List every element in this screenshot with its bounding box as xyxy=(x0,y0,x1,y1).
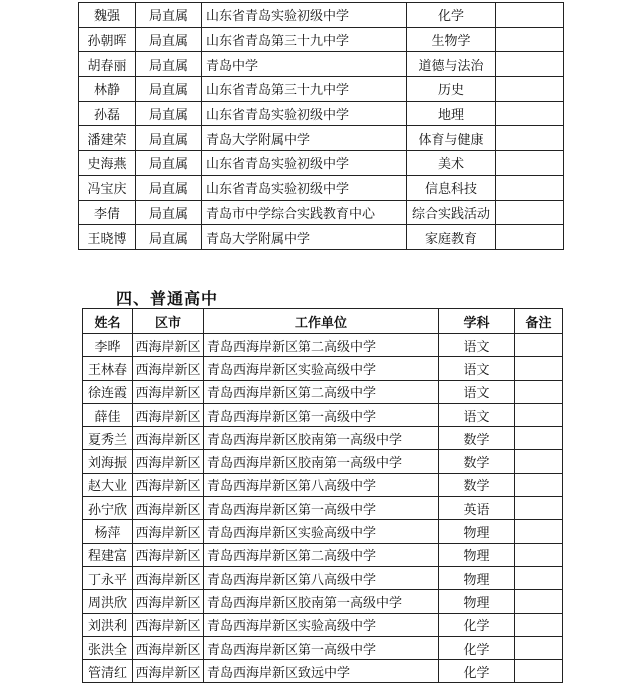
header-note: 备注 xyxy=(515,309,563,334)
table-row xyxy=(79,27,564,52)
cell-name: 王晓博 xyxy=(79,225,136,250)
cell-unit: 山东省青岛实验初级中学 xyxy=(202,3,407,28)
cell-note xyxy=(496,77,564,102)
table-row xyxy=(79,3,564,28)
cell-unit: 青岛西海岸新区实验高级中学 xyxy=(204,613,439,636)
cell-name: 孙磊 xyxy=(79,101,136,126)
cell-unit: 青岛大学附属中学 xyxy=(202,225,407,250)
cell-subject: 体育与健康 xyxy=(407,126,496,151)
cell-subject: 物理 xyxy=(439,566,515,589)
cell-unit: 青岛西海岸新区第八高级中学 xyxy=(204,473,439,496)
table-row xyxy=(83,543,563,566)
cell-district: 西海岸新区 xyxy=(133,543,204,566)
table-row xyxy=(79,77,564,102)
cell-subject: 英语 xyxy=(439,497,515,520)
cell-subject: 数学 xyxy=(439,427,515,450)
cell-name: 张洪全 xyxy=(83,636,133,659)
cell-district: 西海岸新区 xyxy=(133,520,204,543)
cell-unit: 青岛西海岸新区第八高级中学 xyxy=(204,566,439,589)
cell-name: 赵大业 xyxy=(83,473,133,496)
cell-unit: 青岛西海岸新区第一高级中学 xyxy=(204,636,439,659)
table-row xyxy=(83,473,563,496)
cell-name: 胡春丽 xyxy=(79,52,136,77)
cell-name: 李倩 xyxy=(79,200,136,225)
cell-name: 潘建荣 xyxy=(79,126,136,151)
cell-subject: 道德与法治 xyxy=(407,52,496,77)
cell-name: 程建富 xyxy=(83,543,133,566)
cell-name: 夏秀兰 xyxy=(83,427,133,450)
cell-district: 西海岸新区 xyxy=(133,427,204,450)
cell-subject: 生物学 xyxy=(407,27,496,52)
cell-district: 西海岸新区 xyxy=(133,590,204,613)
cell-district: 西海岸新区 xyxy=(133,357,204,380)
cell-district: 西海岸新区 xyxy=(133,334,204,357)
cell-unit: 青岛西海岸新区第一高级中学 xyxy=(204,403,439,426)
cell-subject: 历史 xyxy=(407,77,496,102)
cell-unit: 青岛中学 xyxy=(202,52,407,77)
cell-district: 局直属 xyxy=(136,126,202,151)
cell-subject: 物理 xyxy=(439,543,515,566)
cell-district: 西海岸新区 xyxy=(133,473,204,496)
cell-district: 局直属 xyxy=(136,52,202,77)
cell-note xyxy=(515,497,563,520)
cell-unit: 青岛市中学综合实践教育中心 xyxy=(202,200,407,225)
cell-unit: 青岛西海岸新区胶南第一高级中学 xyxy=(204,590,439,613)
table-row xyxy=(83,403,563,426)
cell-district: 局直属 xyxy=(136,151,202,176)
cell-name: 丁永平 xyxy=(83,566,133,589)
cell-district: 西海岸新区 xyxy=(133,660,204,683)
cell-subject: 语文 xyxy=(439,403,515,426)
staff-table-bureau xyxy=(78,2,564,250)
cell-unit: 青岛西海岸新区实验高级中学 xyxy=(204,520,439,543)
cell-district: 局直属 xyxy=(136,225,202,250)
staff-table-bureau-body xyxy=(79,3,564,250)
cell-name: 王林春 xyxy=(83,357,133,380)
cell-note xyxy=(496,126,564,151)
cell-note xyxy=(515,566,563,589)
cell-subject: 化学 xyxy=(439,660,515,683)
cell-name: 杨萍 xyxy=(83,520,133,543)
cell-note xyxy=(496,27,564,52)
cell-subject: 家庭教育 xyxy=(407,225,496,250)
cell-note xyxy=(496,175,564,200)
cell-note xyxy=(515,403,563,426)
table-row xyxy=(83,520,563,543)
cell-subject: 语文 xyxy=(439,334,515,357)
cell-name: 冯宝庆 xyxy=(79,175,136,200)
cell-unit: 山东省青岛实验初级中学 xyxy=(202,175,407,200)
cell-note xyxy=(515,520,563,543)
header-unit: 工作单位 xyxy=(204,309,439,334)
cell-district: 西海岸新区 xyxy=(133,450,204,473)
cell-note xyxy=(496,101,564,126)
cell-note xyxy=(496,200,564,225)
table-row xyxy=(83,427,563,450)
cell-name: 孙朝晖 xyxy=(79,27,136,52)
table-row xyxy=(83,497,563,520)
cell-unit: 青岛西海岸新区第二高级中学 xyxy=(204,380,439,403)
table-row xyxy=(83,613,563,636)
cell-unit: 山东省青岛第三十九中学 xyxy=(202,27,407,52)
cell-name: 管清红 xyxy=(83,660,133,683)
cell-note xyxy=(515,590,563,613)
header-name: 姓名 xyxy=(83,309,133,334)
cell-subject: 语文 xyxy=(439,357,515,380)
table-header xyxy=(83,309,563,334)
table-row xyxy=(79,151,564,176)
cell-unit: 青岛西海岸新区第二高级中学 xyxy=(204,334,439,357)
table-row xyxy=(79,52,564,77)
cell-subject: 化学 xyxy=(439,636,515,659)
staff-table-high-school xyxy=(82,308,563,683)
cell-unit: 青岛西海岸新区实验高级中学 xyxy=(204,357,439,380)
table-header-row xyxy=(83,309,563,334)
cell-district: 局直属 xyxy=(136,200,202,225)
cell-name: 孙宁欣 xyxy=(83,497,133,520)
cell-note xyxy=(515,334,563,357)
cell-name: 林静 xyxy=(79,77,136,102)
table-row xyxy=(83,566,563,589)
cell-unit: 山东省青岛实验初级中学 xyxy=(202,151,407,176)
cell-name: 刘海振 xyxy=(83,450,133,473)
table-row xyxy=(83,590,563,613)
cell-subject: 化学 xyxy=(407,3,496,28)
cell-note xyxy=(496,151,564,176)
table-row xyxy=(83,380,563,403)
table-row xyxy=(79,101,564,126)
cell-note xyxy=(515,380,563,403)
cell-unit: 青岛西海岸新区致远中学 xyxy=(204,660,439,683)
table-row xyxy=(79,225,564,250)
cell-subject: 综合实践活动 xyxy=(407,200,496,225)
cell-note xyxy=(515,357,563,380)
table-row xyxy=(83,636,563,659)
cell-unit: 青岛西海岸新区第一高级中学 xyxy=(204,497,439,520)
table-row xyxy=(79,126,564,151)
cell-subject: 美术 xyxy=(407,151,496,176)
cell-district: 西海岸新区 xyxy=(133,380,204,403)
cell-note xyxy=(515,473,563,496)
staff-table-high-school-body xyxy=(83,334,563,683)
cell-name: 周洪欣 xyxy=(83,590,133,613)
cell-district: 局直属 xyxy=(136,3,202,28)
cell-note xyxy=(515,613,563,636)
cell-district: 西海岸新区 xyxy=(133,636,204,659)
table-row xyxy=(79,175,564,200)
table-row xyxy=(83,334,563,357)
section-heading: 四、普通高中 xyxy=(116,289,219,308)
cell-note xyxy=(515,543,563,566)
cell-unit: 青岛大学附属中学 xyxy=(202,126,407,151)
cell-name: 魏强 xyxy=(79,3,136,28)
cell-note xyxy=(515,660,563,683)
cell-district: 西海岸新区 xyxy=(133,566,204,589)
table-row xyxy=(83,450,563,473)
cell-district: 局直属 xyxy=(136,27,202,52)
cell-name: 刘洪利 xyxy=(83,613,133,636)
header-subject: 学科 xyxy=(439,309,515,334)
cell-district: 西海岸新区 xyxy=(133,403,204,426)
cell-district: 局直属 xyxy=(136,77,202,102)
cell-district: 西海岸新区 xyxy=(133,497,204,520)
cell-note xyxy=(515,450,563,473)
cell-subject: 语文 xyxy=(439,380,515,403)
cell-note xyxy=(496,225,564,250)
table-row xyxy=(79,200,564,225)
cell-name: 徐连霞 xyxy=(83,380,133,403)
cell-unit: 山东省青岛实验初级中学 xyxy=(202,101,407,126)
cell-note xyxy=(515,427,563,450)
cell-district: 西海岸新区 xyxy=(133,613,204,636)
cell-unit: 青岛西海岸新区胶南第一高级中学 xyxy=(204,427,439,450)
cell-subject: 物理 xyxy=(439,590,515,613)
cell-unit: 山东省青岛第三十九中学 xyxy=(202,77,407,102)
cell-subject: 数学 xyxy=(439,450,515,473)
cell-subject: 数学 xyxy=(439,473,515,496)
table-row xyxy=(83,660,563,683)
header-district: 区市 xyxy=(133,309,204,334)
cell-note xyxy=(496,52,564,77)
cell-name: 李晔 xyxy=(83,334,133,357)
cell-subject: 信息科技 xyxy=(407,175,496,200)
cell-subject: 物理 xyxy=(439,520,515,543)
cell-subject: 地理 xyxy=(407,101,496,126)
cell-note xyxy=(515,636,563,659)
cell-subject: 化学 xyxy=(439,613,515,636)
table-row xyxy=(83,357,563,380)
cell-district: 局直属 xyxy=(136,101,202,126)
cell-note xyxy=(496,3,564,28)
cell-name: 薛佳 xyxy=(83,403,133,426)
cell-district: 局直属 xyxy=(136,175,202,200)
cell-unit: 青岛西海岸新区第二高级中学 xyxy=(204,543,439,566)
cell-unit: 青岛西海岸新区胶南第一高级中学 xyxy=(204,450,439,473)
cell-name: 史海燕 xyxy=(79,151,136,176)
